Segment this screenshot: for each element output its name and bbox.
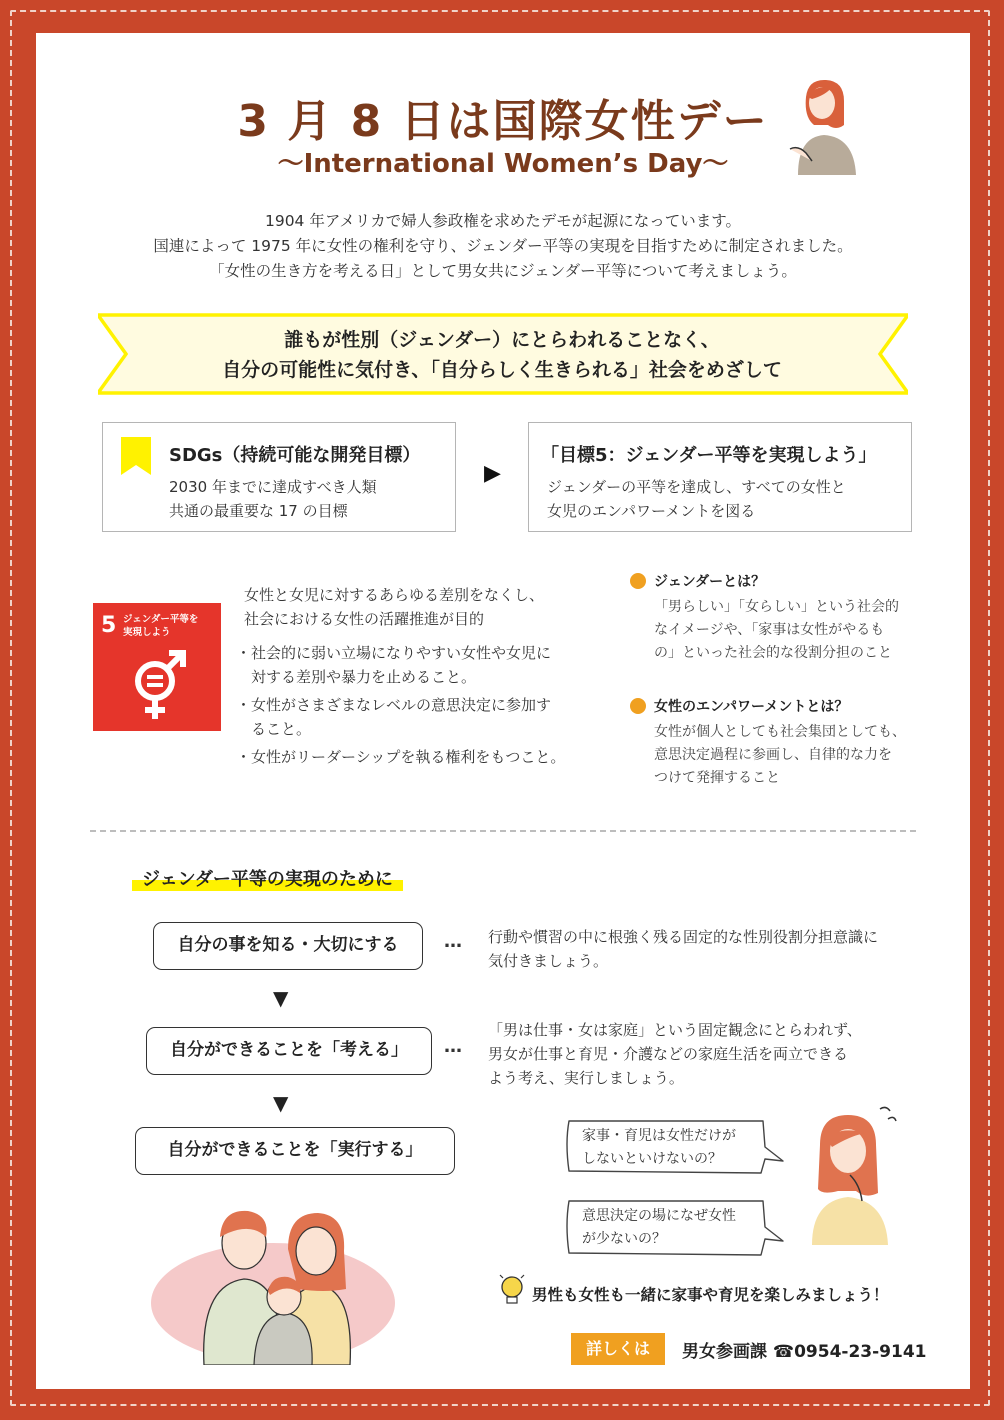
speech-bubble-line: しないといけないの？: [582, 1151, 722, 1167]
sdgs-box-body: [169, 475, 377, 523]
ellipsis: …: [444, 1036, 463, 1057]
step1-description-line: 気付きましょう。: [488, 952, 609, 970]
down-arrow-icon: ▼: [273, 986, 289, 1010]
intro-line: 「女性の生き方を考える日」として男女共にジェンダー平等について考えましょう。: [209, 262, 797, 280]
goal5-lead: [244, 583, 544, 631]
goal5-bullet-line: ・女性がリーダーシップを執る権利をもつこと。: [236, 748, 566, 766]
family-illustration: [148, 1189, 398, 1365]
gender-note-line: 「男らしい」「女らしい」という社会的: [654, 599, 899, 615]
orange-dot-icon: [630, 698, 646, 714]
speech-bubble-2: [582, 1205, 736, 1251]
step1-description: [488, 925, 878, 973]
poster-page: [36, 33, 970, 1389]
goal5-label-line: 実現しよう: [123, 627, 171, 638]
banner-line: 誰もが性別（ジェンダー）にとらわれることなく、: [284, 329, 720, 351]
sdgs-box-line: 共通の最重要な 17 の目標: [169, 502, 348, 520]
goal5-box-title: 「目標5：ジェンダー平等を実現しよう」: [541, 445, 877, 466]
empowerment-note-line: 意思決定過程に参画し、自律的な力を: [654, 747, 892, 763]
thinking-woman-illustration: [802, 1105, 902, 1245]
goal5-bullet: [236, 693, 551, 741]
step-know-yourself: 自分の事を知る・大切にする: [153, 922, 423, 970]
goal5-lead-line: 女性と女児に対するあらゆる差別をなくし、: [244, 586, 545, 604]
sdgs-box: [102, 422, 456, 532]
details-label-badge: 詳しくは: [571, 1333, 665, 1365]
goal5-label: [123, 613, 198, 639]
goal5-bullet-line: ・女性がさまざまなレベルの意思決定に参加す: [236, 696, 552, 714]
section-divider: [90, 830, 916, 832]
goal5-bullet-line: ・社会的に弱い立場になりやすい女性や女児に: [236, 644, 552, 662]
orange-dot-icon: [630, 573, 646, 589]
intro-line: 国連によって 1975 年に女性の権利を守り、ジェンダー平等の実現を目指すために制定されました。: [153, 237, 853, 255]
step2-description-line: 男女が仕事と育児・介護などの家庭生活を両立できる: [488, 1045, 849, 1063]
gender-note-title: ジェンダーとは？: [654, 574, 766, 590]
empowerment-note-title: 女性のエンパワーメントとは？: [654, 699, 849, 715]
goal5-box: [528, 422, 912, 532]
step-think: 自分ができることを「考える」: [146, 1027, 432, 1075]
sdg-goal5-icon: [93, 603, 221, 731]
step1-description-line: 行動や慣習の中に根強く残る固定的な性別役割分担意識に: [488, 928, 879, 946]
speech-bubble-line: 家事・育児は女性だけが: [582, 1128, 736, 1144]
bookmark-icon: [121, 437, 151, 475]
gender-note-line: なイメージや、「家事は女性がやるも: [654, 622, 885, 638]
banner-message: [98, 325, 906, 385]
section-heading: ジェンダー平等の実現のために: [132, 865, 403, 891]
step2-description-line: よう考え、実行しましょう。: [488, 1069, 684, 1087]
step-act: 自分ができることを「実行する」: [135, 1127, 455, 1175]
goal5-bullet-line: 対する差別や暴力を止めること。: [236, 668, 477, 686]
gender-note-body: [654, 596, 899, 665]
goal5-bullet: [236, 641, 551, 689]
closing-message: 男性も女性も一緒に家事や育児を楽しみましょう！: [532, 1286, 889, 1304]
speech-bubble-line: 意思決定の場になぜ女性: [582, 1208, 736, 1224]
lightbulb-icon: [498, 1273, 526, 1307]
flow-arrow-icon: ▶: [484, 461, 501, 486]
gender-note-line: の」といった社会的な役割分担のこと: [654, 645, 892, 661]
speech-bubble-1: [582, 1125, 736, 1171]
intro-line: 1904 年アメリカで婦人参政権を求めたデモが起源になっています。: [264, 212, 742, 230]
goal5-lead-line: 社会における女性の活躍推進が目的: [244, 610, 485, 628]
contact-info: 男女参画課 ☎0954-23-9141: [682, 1342, 927, 1362]
goal5-box-line: ジェンダーの平等を達成し、すべての女性と: [547, 478, 846, 496]
intro-text: [36, 209, 970, 284]
empowerment-note-line: つけて発揮すること: [654, 770, 780, 786]
page-subtitle: ～International Women’s Day～: [277, 149, 729, 179]
woman-presenting-illustration: [784, 75, 864, 175]
speech-bubble-line: が少ないの？: [582, 1231, 666, 1247]
empowerment-note-body: [654, 721, 906, 790]
banner-line: 自分の可能性に気付き、「自分らしく生きられる」社会をめざして: [222, 359, 782, 381]
step2-description-line: 「男は仕事・女は家庭」という固定観念にとらわれず、: [488, 1021, 862, 1039]
empowerment-note-line: 女性が個人としても社会集団としても、: [654, 724, 906, 740]
ellipsis: …: [444, 931, 463, 952]
down-arrow-icon: ▼: [273, 1091, 289, 1115]
sdgs-box-title: SDGs（持続可能な開発目標）: [169, 445, 421, 466]
goal5-bullet-line: ること。: [236, 720, 312, 738]
step2-description: [488, 1018, 862, 1090]
page-title: 3 月 8 日は国際女性デー: [237, 96, 769, 147]
goal5-bullet: [236, 745, 565, 769]
sdgs-box-line: 2030 年までに達成すべき人類: [169, 478, 377, 496]
goal5-label-line: ジェンダー平等を: [123, 614, 199, 625]
gender-equality-symbol-icon: [127, 649, 191, 721]
goal5-number: 5: [101, 613, 117, 638]
goal5-box-body: [547, 475, 846, 523]
goal5-box-line: 女児のエンパワーメントを図る: [547, 502, 756, 520]
